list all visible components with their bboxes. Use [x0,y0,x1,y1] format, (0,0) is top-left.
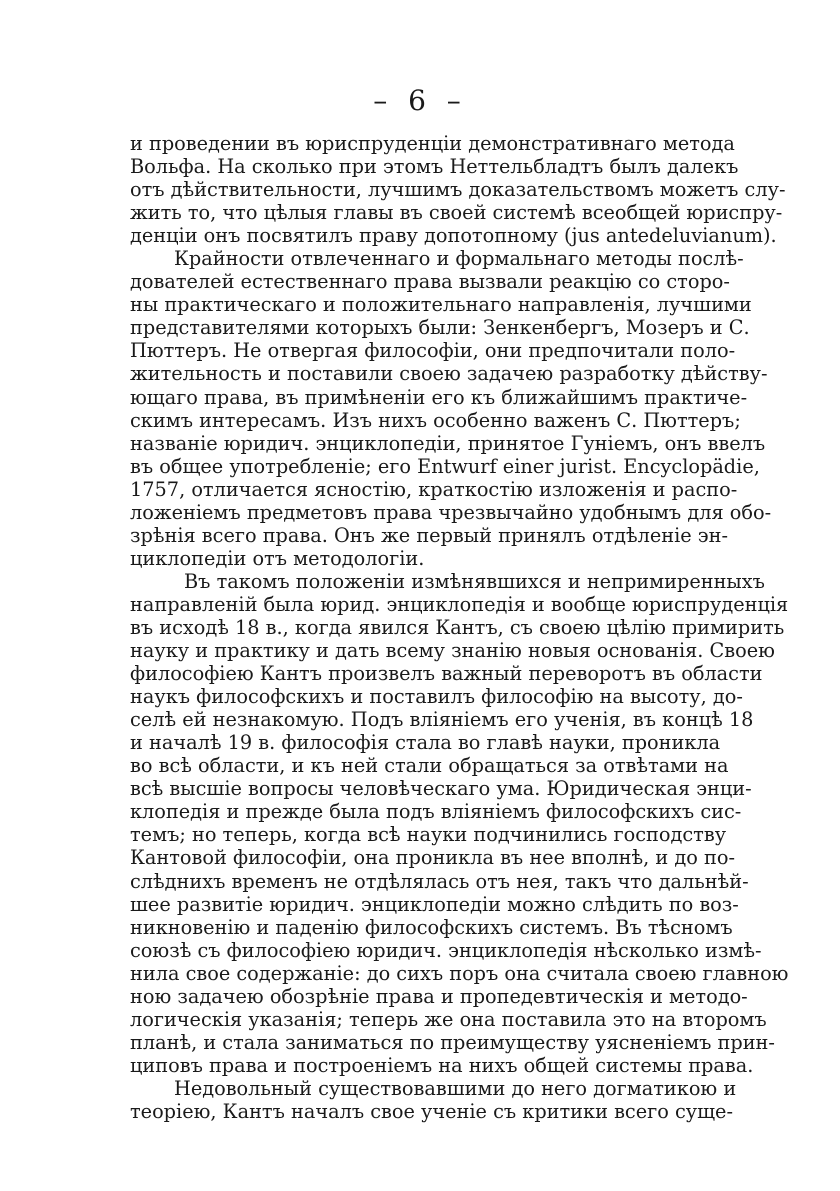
text-line: 1757, отличается ясностію, краткостію изложенія и распо- [130,477,738,501]
text-line: темъ; но теперь, когда всѣ науки подчинились господству [130,823,727,847]
text-line: нила свое содержаніе: до сихъ поръ она считала своею главною [130,961,789,985]
text-line: въ исходѣ 18 в., когда явился Кантъ, съ своею цѣлію примирить [130,615,785,639]
text-line: дователей естественнаго права вызвали реакцію со сторо- [130,270,730,294]
text-line: Вольфа. На сколько при этомъ Неттельбладтъ былъ далекъ [130,155,739,179]
text-line: Кантовой философіи, она проникла въ нее вполнѣ, и до по- [130,846,735,870]
text-line: скимъ интересамъ. Изъ нихъ особенно важенъ С. Пюттеръ; [130,408,741,432]
text-line: направленій была юрид. энциклопедія и вообще юриспруденція [130,592,789,616]
text-line: шее развитіе юридич. энциклопедіи можно слѣдить по воз- [130,892,739,916]
text-line: названіе юридич. энциклопедіи, принятое Гуніемъ, онъ ввелъ [130,431,766,455]
paragraph-start-line: Въ такомъ положеніи измѣнявшихся и непримиренныхъ [184,569,765,593]
text-line: циклопедіи отъ методологіи. [130,546,425,570]
text-line: ющаго права, въ примѣненіи его къ ближайшимъ практиче- [130,385,748,409]
text-line: теоріею, Кантъ началъ свое ученіе съ критики всего суще- [130,1099,733,1123]
text-line: клопедія и прежде была подъ вліяніемъ философскихъ сис- [130,800,742,824]
text-line: ною задачею обозрѣніе права и пропедевтическія и методо- [130,984,748,1008]
text-line: ны практическаго и положительнаго направленія, лучшими [130,293,752,317]
paragraph-start-line: Крайности отвлеченнаго и формальнаго методы послѣ- [174,247,744,271]
text-line: науку и практику и дать всему знанію новыя основанія. Своею [130,639,775,663]
page-number: – 6 – [373,84,467,117]
text-line: и началѣ 19 в. философія стала во главѣ науки, проникла [130,731,721,755]
text-line: и проведении въ юриспруденціи демонстративнаго метода [130,132,735,155]
text-line: союзѣ съ философіею юридич. энциклопедія нѣсколько измѣ- [130,938,762,962]
text-line: никновенію и паденію философскихъ системъ. Въ тѣсномъ [130,915,733,939]
text-line: всѣ высшіе вопросы человѣческаго ума. Юридическая энци- [130,777,752,801]
text-line: философіею Кантъ произвелъ важный переворотъ въ области [130,662,763,686]
text-line: селѣ ей незнакомую. Подъ вліяніемъ его ученія, въ концѣ 18 [130,708,754,732]
text-line: наукъ философскихъ и поставилъ философію на высоту, до- [130,685,743,709]
text-line: жительность и поставили своею задачею разработку дѣйству- [130,362,768,386]
text-line: въ общее употребленіе; его Entwurf einer jurist. Encyclopädie, [130,454,760,478]
text-line: денціи онъ посвятилъ праву допотопному (jus antedeluvianum). [130,224,777,248]
text-line: жить то, что цѣлыя главы въ своей системѣ всеобщей юриспру- [130,201,783,225]
paragraph-start-line: Недовольный существовавшими до него догматикою и [174,1076,737,1100]
text-line: ложеніемъ предметовъ права чрезвычайно удобнымъ для обо- [130,500,772,524]
text-line: зрѣнія всего права. Онъ же первый принялъ отдѣленіе эн- [130,523,728,547]
text-line: во всѣ области, и къ ней стали обращаться за отвѣтами на [130,754,729,778]
text-line: слѣднихъ временъ не отдѣлялась отъ нея, такъ что дальнѣй- [130,869,749,893]
text-line: отъ дѣйствительности, лучшимъ доказательствомъ можетъ слу- [130,178,786,202]
text-line: представителями которыхъ были: Зенкенбергъ, Мозеръ и С. [130,316,750,340]
text-line: циповъ права и построеніемъ на нихъ общей системы права. [130,1053,754,1077]
text-line: Пюттеръ. Не отвергая философіи, они предпочитали поло- [130,339,736,363]
text-line: логическія указанія; теперь же она поставила это на второмъ [130,1007,767,1031]
text-line: планѣ, и стала заниматься по преимуществу уясненіемъ прин- [130,1030,775,1054]
body-text [130,132,789,1123]
